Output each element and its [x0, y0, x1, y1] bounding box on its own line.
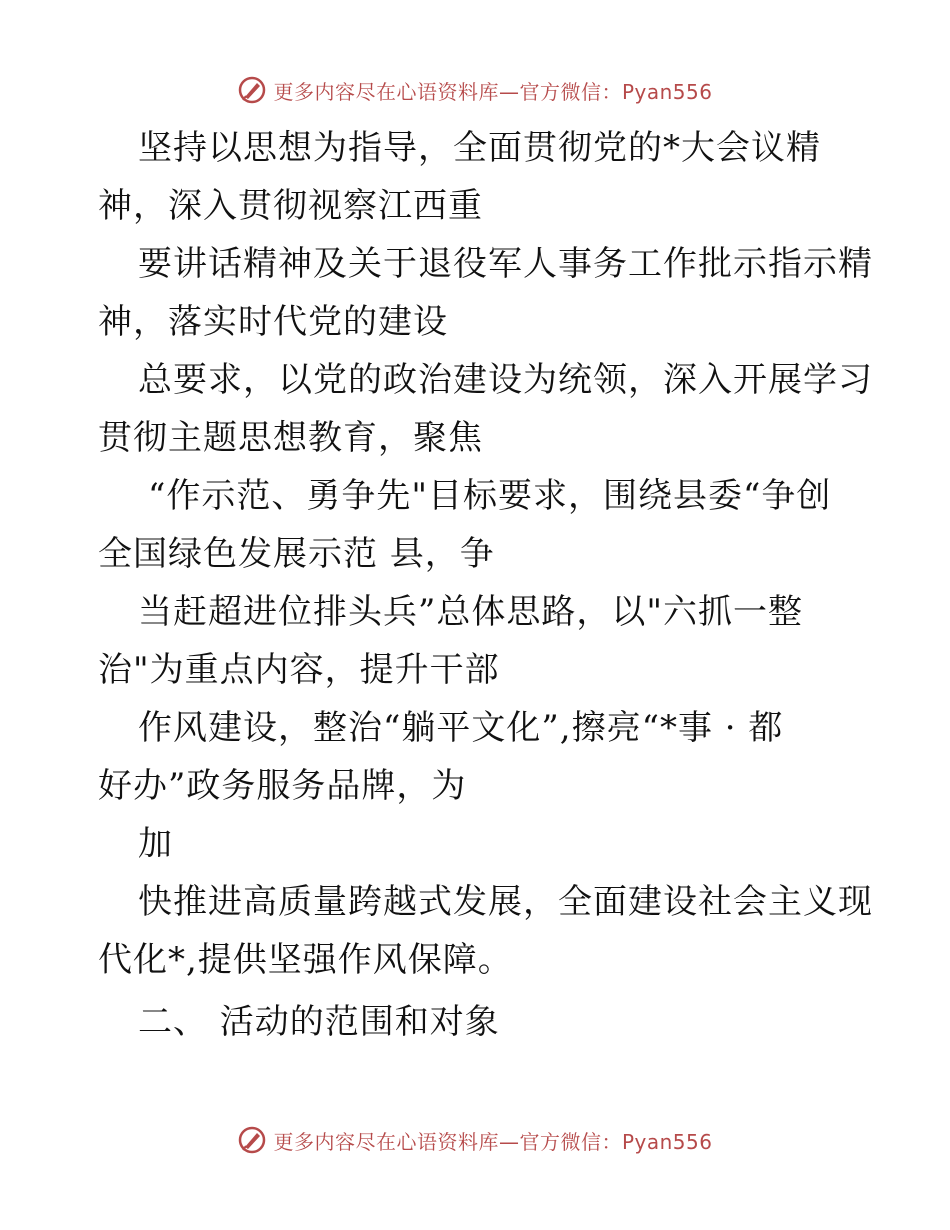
body-line-13: 加: [138, 824, 173, 864]
body-line-3: 要讲话精神及关于退役军人事务工作批示指示精: [138, 244, 873, 284]
body-line-4: 神，落实时代党的建设: [98, 302, 448, 342]
body-line-9: 当赶超进位排头兵”总体思路，以"六抓一整: [138, 592, 804, 632]
body-line-5: 总要求，以党的政治建设为统领，深入开展学习: [138, 360, 873, 400]
quill-logo-icon: [237, 1125, 267, 1155]
body-line-11: 作风建设，整治“躺平文化”,擦亮“*事 · 都: [138, 708, 784, 748]
header-banner-text: 更多内容尽在心语资料库—官方微信：Pyan556: [273, 79, 713, 104]
footer-banner-text: 更多内容尽在心语资料库—官方微信：Pyan556: [273, 1129, 713, 1154]
footer-watermark-banner: [0, 1122, 950, 1158]
section-heading-2: 二、 活动的范围和对象: [138, 1002, 500, 1042]
body-line-14: 快推进高质量跨越式发展，全面建设社会主义现: [138, 882, 873, 922]
body-line-1: 坚持以思想为指导，全面贯彻党的*大会议精: [138, 128, 821, 168]
body-line-7: “作示范、勇争先"目标要求，围绕县委“争创: [148, 476, 832, 516]
body-line-8: 全国绿色发展示范 县，争: [98, 534, 495, 574]
body-line-12: 好办”政务服务品牌，为: [98, 766, 467, 806]
body-line-10: 治"为重点内容，提升干部: [98, 650, 500, 690]
body-line-15: 代化*,提供坚强作风保障。: [98, 940, 513, 980]
body-line-2: 神，深入贯彻视察江西重: [98, 186, 483, 226]
footer-banner-inner: [237, 1125, 712, 1155]
body-line-6: 贯彻主题思想教育，聚焦: [98, 418, 483, 458]
